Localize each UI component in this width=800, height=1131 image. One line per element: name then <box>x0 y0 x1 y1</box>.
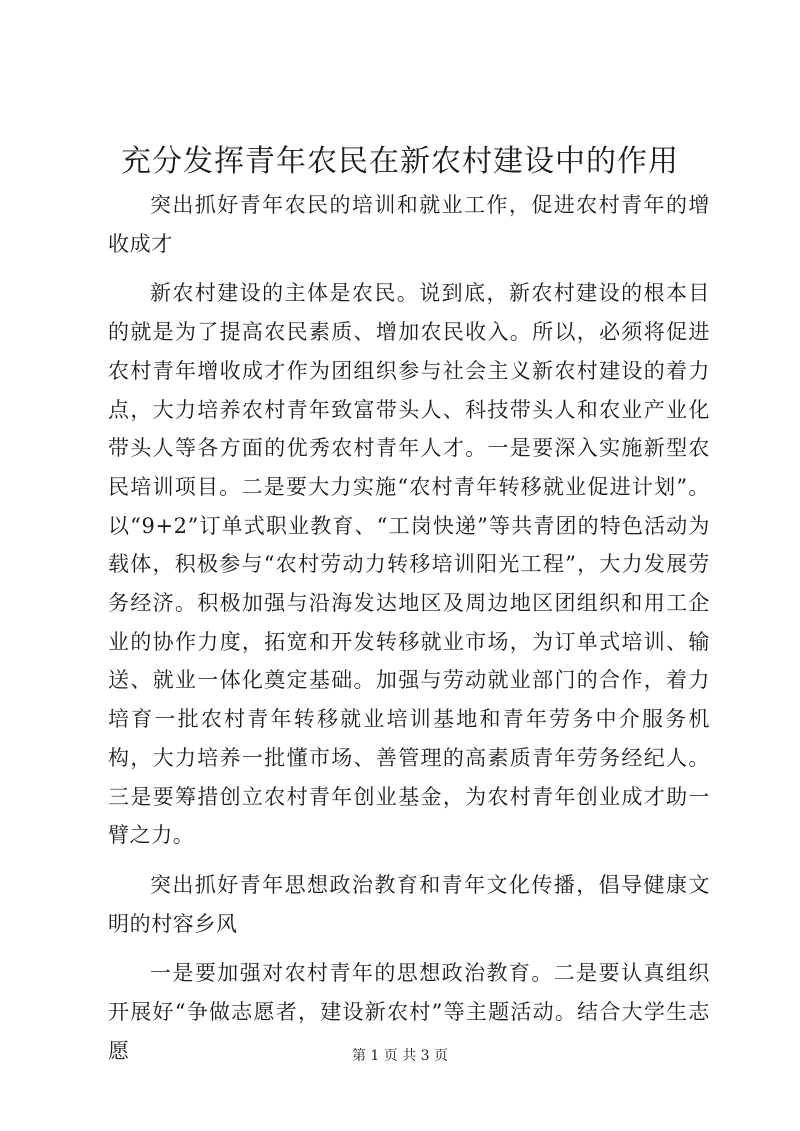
section-heading-2: 突出抓好青年思想政治教育和青年文化传播，倡导健康文明的村容乡风 <box>108 872 710 936</box>
page-footer: 第 1 页 共 3 页 <box>351 1048 449 1064</box>
paragraph-1: 新农村建设的主体是农民。说到底，新农村建设的根本目的就是为了提高农民素质、增加农民收入。所以，必须将促进农村青年增收成才作为团组织参与社会主义新农村建设的着力点，大力培养农村青年致富带头人、科技带头人和农业产业化带头人等各方面的优秀农村青年人才。一是要深入实施新型农民培训项目。二是要大力实施“农村青年转移就业促进计划”。以“9+2”订单式职业教育、“工岗快递”等共青团的特色活动为载体，积极参与“农村劳动力转移培训阳光工程”，大力发展劳务经济。积极加强与沿海发达地区及周边地区团组织和用工企业的协作力度，拓宽和开发转移就业市场，为订单式培训、输送、就业一体化奠定基础。加强与劳动就业部门的合作，着力培育一批农村青年转移就业培训基地和青年劳务中介服务机构，大力培养一批懂市场、善管理的高素质青年劳务经纪人。三是要筹措创立农村青年创业基金，为农村青年创业成才助一臂之力。 <box>108 281 710 848</box>
document-title: 充分发挥青年农民在新农村建设中的作用 <box>121 144 679 179</box>
section-heading-1: 突出抓好青年农民的培训和就业工作，促进农村青年的增收成才 <box>108 193 710 256</box>
document-body <box>108 186 710 1081</box>
paragraph-2: 一是要加强对农村青年的思想政治教育。二是要认真组织开展好“争做志愿者，建设新农村”等主题活动。结合大学生志愿 <box>108 961 710 1063</box>
